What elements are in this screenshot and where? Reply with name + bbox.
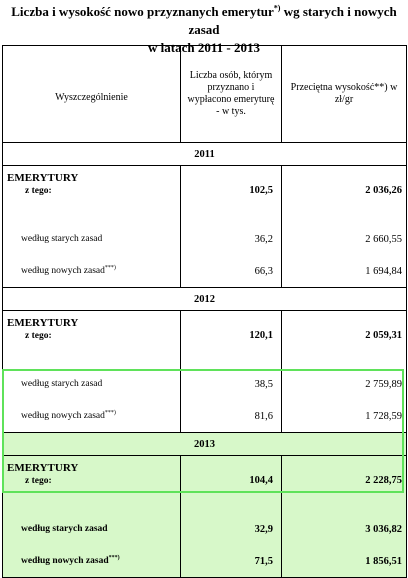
- new-rules-label-cell: [3, 400, 181, 433]
- of-which-label: z tego:: [25, 331, 52, 341]
- total-row: [3, 166, 407, 224]
- old-rules-amount: 2 660,55: [282, 223, 407, 255]
- title-text-cont: wg starych i nowych zasad: [188, 4, 397, 37]
- title-line-1: [0, 3, 408, 39]
- new-rules-row: [3, 255, 407, 288]
- new-rules-label-cell: [3, 545, 181, 578]
- old-rules-row: [3, 223, 407, 255]
- old-rules-count: 32,9: [181, 513, 282, 545]
- title-line-2: w latach 2011 - 2013: [148, 40, 260, 55]
- total-amount: 2 036,26: [282, 166, 407, 224]
- total-row: [3, 311, 407, 369]
- old-rules-label: według starych zasad: [3, 223, 181, 255]
- of-which-label: z tego:: [25, 186, 52, 196]
- of-which-label: z tego:: [25, 476, 52, 486]
- header-count: Liczba osób, którym przyznano i wypłacono emeryturę - w tys.: [181, 46, 282, 143]
- old-rules-row: [3, 368, 407, 400]
- old-rules-count: 36,2: [181, 223, 282, 255]
- header-average-amount: Przeciętna wysokość**) w zł/gr: [282, 46, 407, 143]
- new-rules-count: 66,3: [181, 255, 282, 288]
- new-rules-count: 71,5: [181, 545, 282, 578]
- new-rules-row: [3, 400, 407, 433]
- total-amount: 2 228,75: [282, 456, 407, 514]
- new-rules-amount: 1 856,51: [282, 545, 407, 578]
- old-rules-row: [3, 513, 407, 545]
- year-row-2012: [3, 288, 407, 311]
- year-label: 2012: [3, 288, 407, 311]
- total-label-cell: [3, 166, 181, 224]
- new-rules-label-cell: [3, 255, 181, 288]
- total-label-cell: [3, 456, 181, 514]
- year-label: 2011: [3, 143, 407, 166]
- title-text: Liczba i wysokość nowo przyznanych emerytur: [11, 4, 274, 19]
- total-label-cell: [3, 311, 181, 369]
- table-title: [0, 0, 408, 55]
- old-rules-label: według starych zasad: [3, 513, 181, 545]
- new-rules-footnote-mark: ***): [108, 555, 120, 562]
- new-rules-footnote-mark: ***): [104, 410, 116, 417]
- total-label: EMERYTURY: [7, 462, 79, 474]
- total-count: 102,5: [181, 166, 282, 224]
- total-label: EMERYTURY: [7, 172, 79, 184]
- new-rules-amount: 1 694,84: [282, 255, 407, 288]
- header-row: [3, 46, 407, 143]
- new-rules-label: według nowych zasad: [21, 556, 109, 567]
- title-footnote-mark: *): [273, 3, 281, 13]
- new-rules-label: według nowych zasad: [21, 266, 105, 277]
- total-count: 120,1: [181, 311, 282, 369]
- old-rules-count: 38,5: [181, 368, 282, 400]
- new-rules-count: 81,6: [181, 400, 282, 433]
- year-row-2011: [3, 143, 407, 166]
- total-amount: 2 059,31: [282, 311, 407, 369]
- old-rules-label: według starych zasad: [3, 368, 181, 400]
- total-count: 104,4: [181, 456, 282, 514]
- old-rules-amount: 3 036,82: [282, 513, 407, 545]
- year-row-2013: [3, 433, 407, 456]
- total-row: [3, 456, 407, 514]
- year-label: 2013: [3, 433, 407, 456]
- new-rules-label: według nowych zasad: [21, 411, 105, 422]
- old-rules-amount: 2 759,89: [282, 368, 407, 400]
- new-rules-footnote-mark: ***): [104, 265, 116, 272]
- header-description: Wyszczególnienie: [3, 46, 181, 143]
- total-label: EMERYTURY: [7, 317, 79, 329]
- new-rules-row: [3, 545, 407, 578]
- new-rules-amount: 1 728,59: [282, 400, 407, 433]
- pension-table: [2, 45, 407, 578]
